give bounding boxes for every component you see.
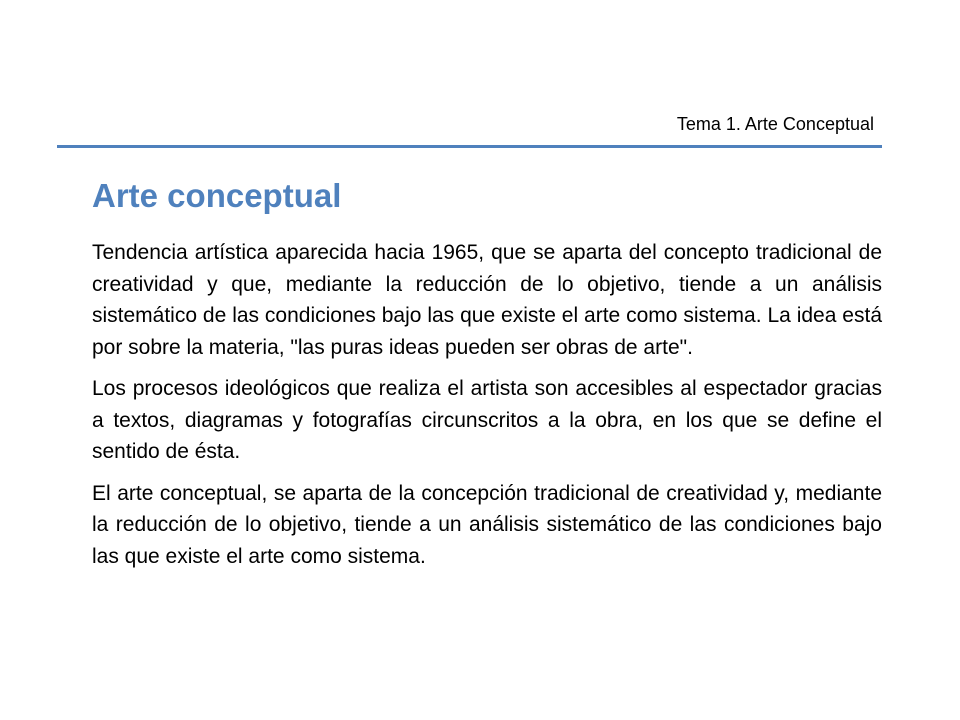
body-paragraph-1: Tendencia artística aparecida hacia 1965, que se aparta del concepto tradicional de creatividad y que, mediante la reducción de lo objetivo, tiende a un análisis sistemático de las condiciones bajo las que existe el arte como sistema. La idea está por sobre la materia, "las puras ideas pueden ser obras de arte". [92, 241, 882, 359]
section-header: Tema 1. Arte Conceptual [676, 114, 874, 134]
header-divider [57, 145, 882, 148]
body-paragraph-2: Los procesos ideológicos que realiza el artista son accesibles al espectador gracias a textos, diagramas y fotografías circunscritos a la obra, en los que se define el sentido de ésta. [92, 377, 882, 463]
slide-body [92, 237, 882, 582]
body-paragraph-3: El arte conceptual, se aparta de la concepción tradicional de creatividad y, mediante la reducción de lo objetivo, tiende a un análisis sistemático de las condiciones bajo las que existe el arte como sistema. [92, 481, 882, 568]
slide-title: Arte conceptual [92, 177, 342, 214]
